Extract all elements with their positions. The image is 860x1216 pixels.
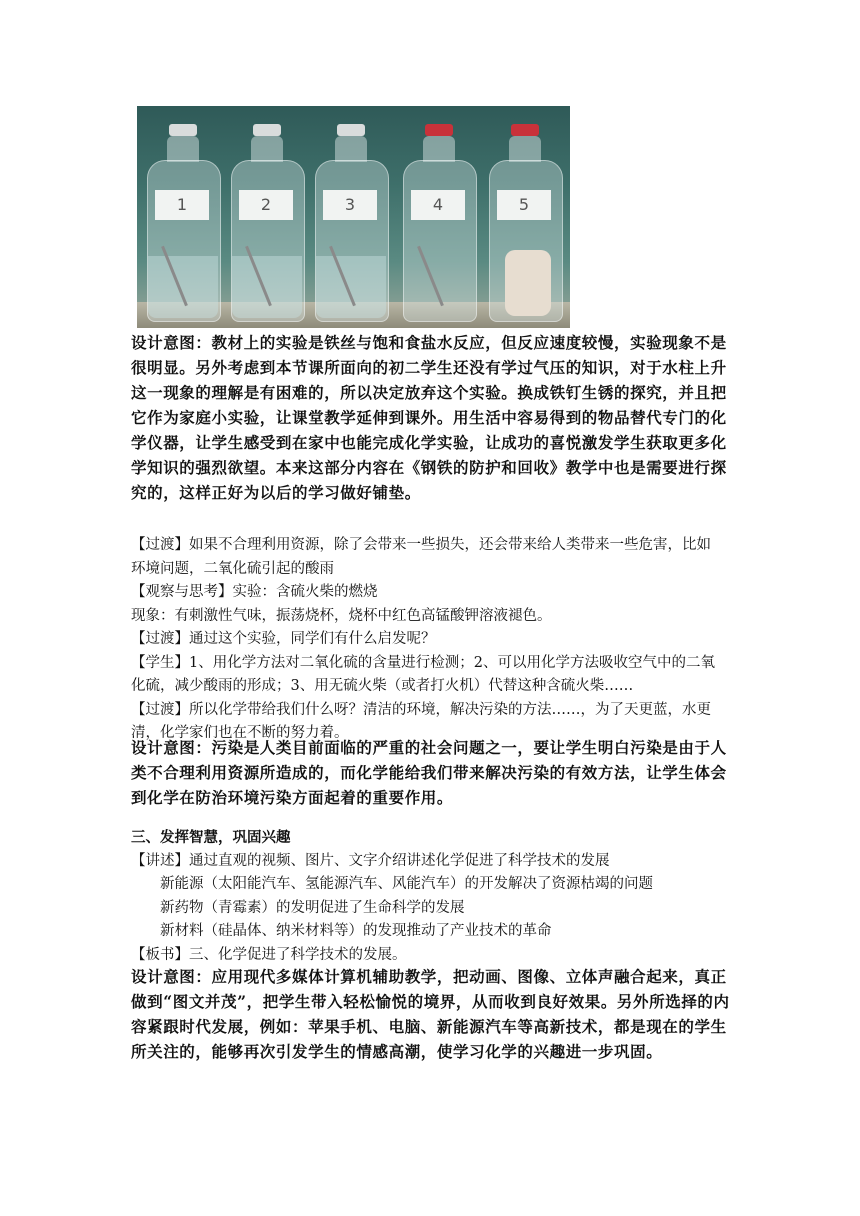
- bottle-label: 2: [239, 190, 293, 220]
- design-intent-3: 设计意图：应用现代多媒体计算机辅助教学，把动画、图像、立体声融合起来，真正做到“图文并茂”，把学生带入轻松愉悦的境界，从而收到良好效果。另外所选择的内容紧跟时代发展，例如：苹果手机、电脑、新能源汽车等高新技术，都是现在的学生所关注的，能够再次引发学生的情感高潮，使学习化学的兴趣进一步巩固。: [131, 967, 730, 1061]
- observe-text: 【观察与思考】实验：含硫火柴的燃烧: [131, 584, 378, 600]
- lecture-item: 新药物（青霉素）的发明促进了生命科学的发展: [160, 899, 465, 916]
- transition-text: 【过渡】所以化学带给我们什么呀？清洁的环境，解决污染的方法……，为了天更蓝，水更: [131, 701, 711, 718]
- section-heading: 三、发挥智慧，巩固兴趣: [131, 829, 291, 846]
- board-text: 【板书】三、化学促进了科学技术的发展。: [131, 946, 407, 963]
- student-text: 化硫，减少酸雨的形成；3、用无硫火柴（或者打火机）代替这种含硫火柴……: [131, 678, 634, 694]
- bottle-label: 4: [411, 190, 465, 220]
- bottle-2: [229, 124, 305, 324]
- bottle-label: 3: [323, 190, 377, 220]
- transition-text: 环境问题，二氧化硫引起的酸雨: [131, 560, 334, 577]
- section-2: [131, 534, 741, 746]
- phenomenon-text: 现象：有刺激性气味，振荡烧杯，烧杯中红色高锰酸钾溶液褪色。: [131, 607, 552, 624]
- bottle-4: [401, 124, 477, 324]
- bottle-label: 1: [155, 190, 209, 220]
- bottle-5: [487, 124, 563, 324]
- experiment-photo: [137, 106, 570, 328]
- bottle-label: 5: [497, 190, 551, 220]
- lecture-item: 新能源（太阳能汽车、氢能源汽车、风能汽车）的开发解决了资源枯竭的问题: [160, 876, 653, 892]
- bottle-3: [313, 124, 389, 324]
- design-intent-1: 设计意图：教材上的实验是铁丝与饱和食盐水反应，但反应速度较慢，实验现象不是很明显。另外考虑到本节课所面向的初二学生还没有学过气压的知识，对于水柱上升这一现象的理解是有困难的，所以决定放弃这个实验。换成铁钉生锈的探究，并且把它作为家庭小实验，让课堂教学延伸到课外。用生活中容易得到的物品替代专门的化学仪器，让学生感受到在家中也能完成化学实验，让成功的喜悦激发学生获取更多化学知识的强烈欲望。本来这部分内容在《钢铁的防护和回收》教学中也是需要进行探究的，这样正好为以后的学习做好铺垫。: [131, 333, 727, 502]
- student-text: 【学生】1、用化学方法对二氧化硫的含量进行检测；2、可以用化学方法吸收空气中的二氧: [131, 654, 715, 671]
- transition-text: 【过渡】如果不合理利用资源，除了会带来一些损失，还会带来给人类带来一些危害，比如: [131, 537, 711, 553]
- lecture-item: 新材料（硅晶体、纳米材料等）的发现推动了产业技术的革命: [160, 923, 552, 939]
- lecture-text: 【讲述】通过直观的视频、图片、文字介绍讲述化学促进了科学技术的发展: [131, 852, 610, 869]
- design-intent-2: 设计意图：污染是人类目前面临的严重的社会问题之一，要让学生明白污染是由于人类不合理利用资源所造成的，而化学能给我们带来解决污染的有效方法，让学生体会到化学在防治环境污染方面起着的重要作用。: [131, 738, 727, 807]
- transition-text: 清，化学家们也在不断的努力着。: [131, 725, 349, 741]
- transition-text: 【过渡】通过这个实验，同学们有什么启发呢？: [131, 631, 436, 647]
- bottle-1: [145, 124, 221, 324]
- section-3: [131, 826, 741, 967]
